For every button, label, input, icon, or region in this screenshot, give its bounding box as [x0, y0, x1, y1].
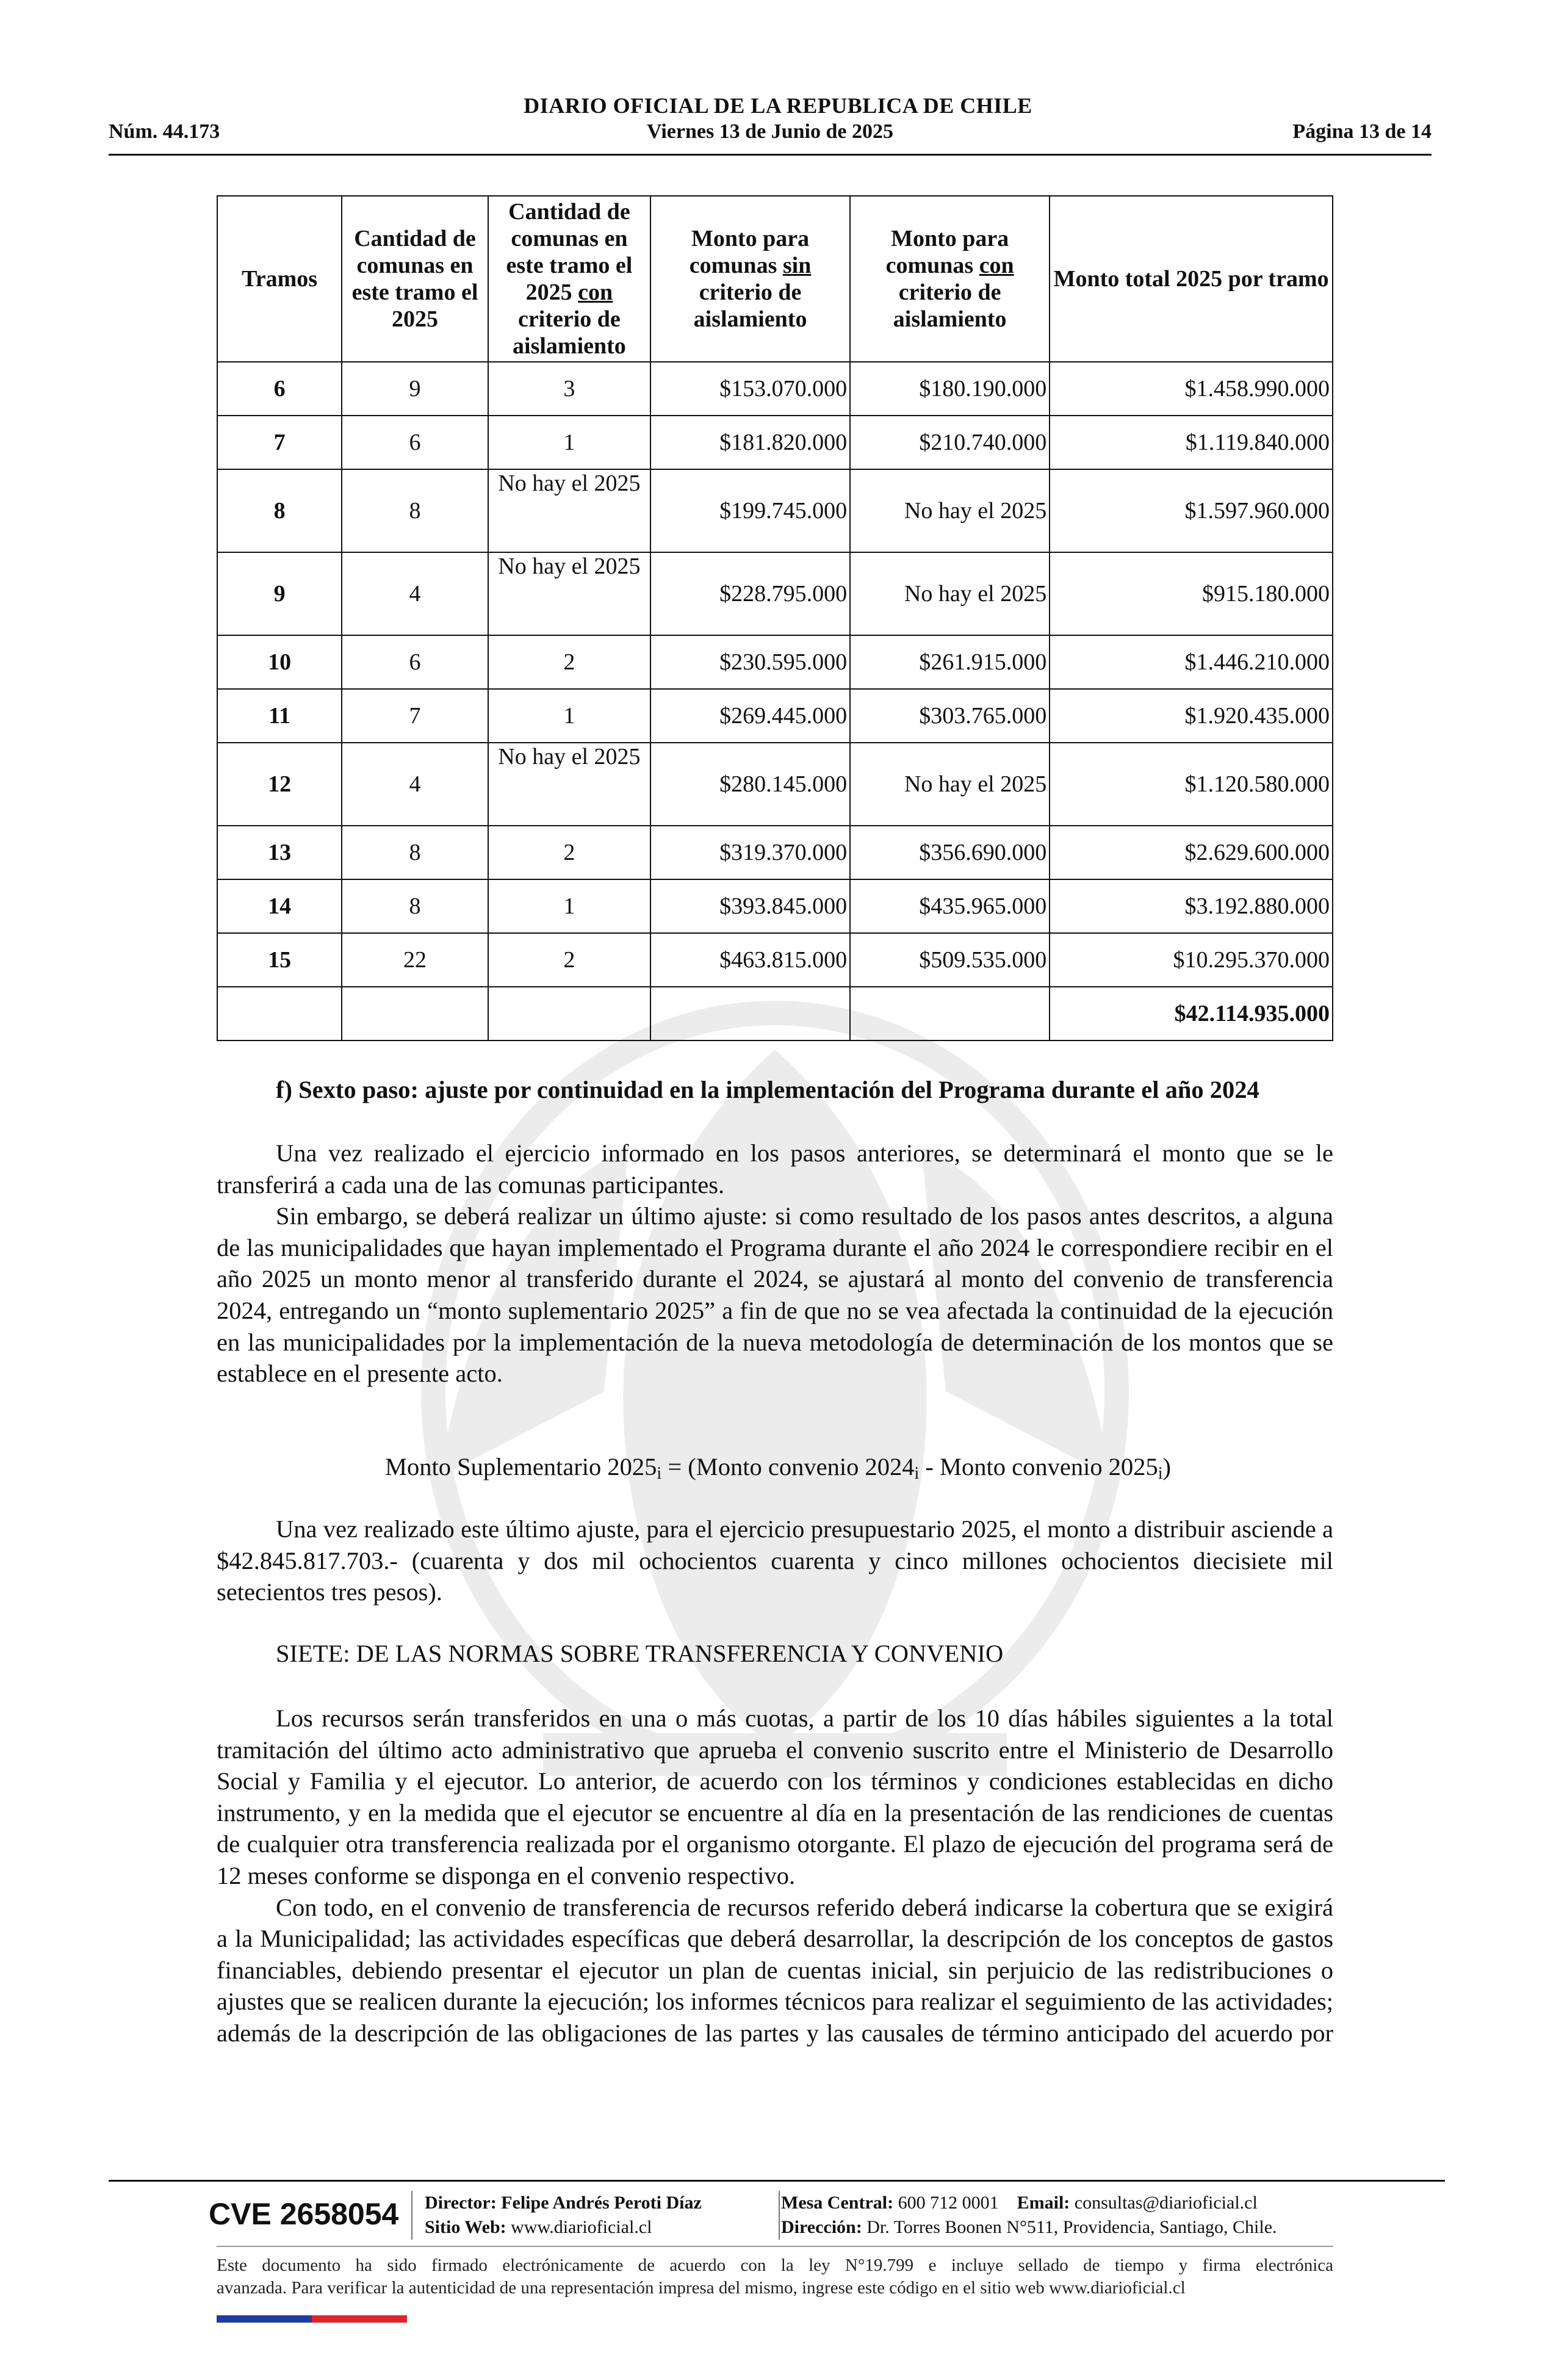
formula-subscript: i: [657, 1464, 662, 1483]
header-underlined-text: con: [578, 279, 613, 305]
formula-text: ): [1162, 1453, 1172, 1480]
section-siete-heading: SIETE: DE LAS NORMAS SOBRE TRANSFERENCIA Y CONVENIO: [276, 1640, 1004, 1667]
cell-cantidad: 8: [342, 826, 488, 879]
cell-cantidad: 22: [342, 933, 488, 987]
cell-monto-sin: $393.845.000: [650, 879, 850, 933]
header-underlined-text: sin: [782, 253, 812, 278]
cell-tramo: 9: [217, 552, 342, 635]
paragraph-block: [217, 1513, 1333, 1608]
formula-text: = (Monto convenio 2024: [661, 1453, 915, 1480]
header-text: criterio de aislamiento: [693, 279, 807, 332]
formula-text: Monto Suplementario 2025: [384, 1453, 657, 1480]
cell-monto-con: $303.765.000: [850, 689, 1050, 743]
cell-cantidad-con: 2: [488, 826, 650, 879]
table-row: [217, 743, 1333, 826]
header-row: [109, 120, 1432, 150]
formula-subscript: i: [1158, 1464, 1163, 1483]
paragraph: Una vez realizado el ejercicio informado en los pasos anteriores, se determinará el monto que se le transferirá a cada una de las comunas participantes.: [217, 1139, 1333, 1199]
paragraph: Sin embargo, se deberá realizar un último ajuste: si como resultado de los pasos antes descritos, a alguna de las municipalidades que hayan implementado el Programa durante el año 2024 le correspondiere recibir en el año 2025 un monto menor al transferido durante el 2024, se ajustará al monto del convenio de transferencia 2024, entregando un “monto suplementario 2025” a fin de que no se vea afectada la continuidad de la ejecución en las municipalidades por la implementación de la nueva metodología de determinación de los montos que se establece en el presente acto.: [217, 1202, 1333, 1388]
cell-monto-sin: $319.370.000: [650, 826, 850, 879]
cell-cantidad: 8: [342, 469, 488, 552]
mesa-label: Mesa Central:: [781, 2193, 894, 2213]
issue-date: Viernes 13 de Junio de 2025: [647, 120, 893, 143]
tramos-table: [217, 195, 1333, 1041]
cell-cantidad-con: No hay el 2025: [488, 743, 650, 826]
empty-cell: [850, 987, 1050, 1040]
cell-cantidad-con: 1: [488, 416, 650, 469]
header-underlined-text: con: [979, 253, 1014, 278]
cell-monto-sin: $269.445.000: [650, 689, 850, 743]
header-text: criterio de aislamiento: [513, 306, 626, 359]
cell-tramo: 13: [217, 826, 342, 879]
col-header-tramos: Tramos: [217, 196, 342, 362]
table-total-row: [217, 987, 1333, 1040]
cell-total: $1.119.840.000: [1050, 416, 1333, 469]
cell-monto-sin: $153.070.000: [650, 362, 850, 416]
cell-monto-sin: $463.815.000: [650, 933, 850, 987]
legal-line: avanzada. Para verificar la autenticidad de una representación impresa del mismo, ingrese este código en el sitio web www.diarioficial.cl: [217, 2278, 1186, 2298]
cell-total: $915.180.000: [1050, 552, 1333, 635]
cell-monto-con: $509.535.000: [850, 933, 1050, 987]
table-header-row: [217, 196, 1333, 362]
cell-tramo: 8: [217, 469, 342, 552]
paragraph: Los recursos serán transferidos en una o más cuotas, a partir de los 10 días hábiles siguientes a la total tramitación del último acto administrativo que aprueba el convenio suscrito entre el Ministerio de Desarrollo Social y Familia y el ejecutor. Lo anterior, de acuerdo con los términos y condiciones establecidas en dicho instrumento, y en la medida que el ejecutor se encuentre al día en la presentación de las rendiciones de cuentas de cualquier otra transferencia realizada por el organismo otorgante. El plazo de ejecución del programa será de 12 meses conforme se disponga en el convenio respectivo.: [217, 1704, 1333, 1889]
header-text: Cantidad de comunas en este tramo el 2025: [506, 199, 633, 305]
cell-cantidad-con: 1: [488, 879, 650, 933]
heading-text: f) Sexto paso: ajuste por continuidad en la implementación del Programa durante el año 2024: [276, 1076, 1259, 1103]
address-label: Dirección:: [781, 2217, 862, 2237]
cell-monto-sin: $228.795.000: [650, 552, 850, 635]
table-row: [217, 879, 1333, 933]
cell-total: $2.629.600.000: [1050, 826, 1333, 879]
cell-monto-con: $180.190.000: [850, 362, 1050, 416]
paragraph: Una vez realizado este último ajuste, para el ejercicio presupuestario 2025, el monto a distribuir asciende a $42.845.817.703.- (cuarenta y dos mil ochocientos cuarenta y cinco millones ochocientos diecisiete mil setecientos tres pesos).: [217, 1515, 1333, 1606]
flag-color-bar: [217, 2315, 407, 2323]
paragraph-block: [217, 1138, 1333, 1390]
legal-line: Este documento ha sido firmado electrónicamente de acuerdo con la ley N°19.799 e incluye sellado de tiempo y firma electrónica: [217, 2256, 1333, 2275]
formula-subscript: i: [914, 1464, 920, 1483]
col-header-monto-con: [850, 196, 1050, 362]
cell-monto-con: No hay el 2025: [850, 552, 1050, 635]
page-number: Página 13 de 14: [1292, 120, 1432, 143]
table-row: [217, 416, 1333, 469]
cell-total: $1.597.960.000: [1050, 469, 1333, 552]
cell-monto-sin: $280.145.000: [650, 743, 850, 826]
cell-total: $1.458.990.000: [1050, 362, 1333, 416]
grand-total: $42.114.935.000: [1050, 987, 1333, 1040]
website-link[interactable]: www.diarioficial.cl: [511, 2217, 652, 2237]
footer-director-block: [425, 2191, 702, 2240]
table-row: [217, 469, 1333, 552]
cell-cantidad: 4: [342, 743, 488, 826]
table-row: [217, 362, 1333, 416]
col-header-monto-sin: [650, 196, 850, 362]
cell-monto-con: No hay el 2025: [850, 743, 1050, 826]
table-row: [217, 635, 1333, 689]
paragraph-block: [217, 1703, 1333, 2049]
cell-total: $10.295.370.000: [1050, 933, 1333, 987]
cell-total: $1.920.435.000: [1050, 689, 1333, 743]
cell-total: $1.120.580.000: [1050, 743, 1333, 826]
footer-divider: [109, 2180, 1445, 2182]
cell-tramo: 6: [217, 362, 342, 416]
empty-cell: [342, 987, 488, 1040]
empty-cell: [488, 987, 650, 1040]
cell-monto-con: $261.915.000: [850, 635, 1050, 689]
cell-cantidad-con: 1: [488, 689, 650, 743]
empty-cell: [217, 987, 342, 1040]
cell-total: $1.446.210.000: [1050, 635, 1333, 689]
cell-monto-con: $356.690.000: [850, 826, 1050, 879]
cell-cantidad: 4: [342, 552, 488, 635]
mesa-phone: 600 712 0001: [898, 2193, 999, 2213]
contact-line: [781, 2191, 1277, 2215]
director-name: Felipe Andrés Peroti Díaz: [501, 2193, 702, 2213]
cell-cantidad-con: 3: [488, 362, 650, 416]
header-text: Monto para comunas: [689, 226, 810, 278]
section-f-heading: [217, 1074, 1333, 1106]
cell-monto-sin: $230.595.000: [650, 635, 850, 689]
header-text: Monto para comunas: [885, 226, 1009, 278]
cell-tramo: 14: [217, 879, 342, 933]
cell-total: $3.192.880.000: [1050, 879, 1333, 933]
cell-cantidad-con: 2: [488, 933, 650, 987]
cell-monto-sin: $181.820.000: [650, 416, 850, 469]
cell-cantidad: 7: [342, 689, 488, 743]
director-label: Director:: [425, 2193, 497, 2213]
footer-divider-thin: [217, 2246, 1333, 2247]
cell-tramo: 10: [217, 635, 342, 689]
table-row: [217, 552, 1333, 635]
cell-cantidad-con: No hay el 2025: [488, 552, 650, 635]
issue-number: Núm. 44.173: [109, 120, 220, 143]
cve-code: CVE 2658054: [209, 2191, 412, 2240]
table-row: [217, 689, 1333, 743]
cell-tramo: 11: [217, 689, 342, 743]
flag-red-segment: [312, 2315, 407, 2323]
formula: [0, 1452, 1556, 1484]
empty-cell: [650, 987, 850, 1040]
address-text: Dr. Torres Boonen N°511, Providencia, Santiago, Chile.: [866, 2217, 1277, 2237]
header-text: criterio de aislamiento: [893, 279, 1007, 332]
cell-monto-con: No hay el 2025: [850, 469, 1050, 552]
header-divider: [109, 154, 1432, 156]
newspaper-title: DIARIO OFICIAL DE LA REPUBLICA DE CHILE: [524, 93, 1032, 118]
table-row: [217, 933, 1333, 987]
col-header-cantidad-con: [488, 196, 650, 362]
email-link[interactable]: consultas@diarioficial.cl: [1074, 2193, 1258, 2213]
cell-tramo: 12: [217, 743, 342, 826]
col-header-cantidad: Cantidad de comunas en este tramo el 2025: [342, 196, 488, 362]
cell-tramo: 7: [217, 416, 342, 469]
cell-monto-con: $210.740.000: [850, 416, 1050, 469]
address-line: [781, 2215, 1277, 2240]
col-header-total: Monto total 2025 por tramo: [1050, 196, 1333, 362]
cell-cantidad: 6: [342, 416, 488, 469]
cell-cantidad-con: 2: [488, 635, 650, 689]
cell-tramo: 15: [217, 933, 342, 987]
paragraph: Con todo, en el convenio de transferencia de recursos referido deberá indicarse la cobertura que se exigirá a la Municipalidad; las actividades específicas que deberá desarrollar, la descripción de los conceptos de gastos financiables, debiendo presentar el ejecutor un plan de cuentas inicial, sin perjuicio de las redistribuciones o ajustes que se realicen durante la ejecución; los informes técnicos para realizar el seguimiento de las actividades; además de la descripción de las obligaciones de las partes y las causales de término anticipado del acuerdo por: [217, 1893, 1333, 2047]
website-label: Sitio Web:: [425, 2217, 506, 2237]
cell-cantidad-con: No hay el 2025: [488, 469, 650, 552]
table-row: [217, 826, 1333, 879]
cell-monto-con: $435.965.000: [850, 879, 1050, 933]
flag-blue-segment: [217, 2315, 312, 2323]
cell-monto-sin: $199.745.000: [650, 469, 850, 552]
cell-cantidad: 9: [342, 362, 488, 416]
email-label: Email:: [1017, 2193, 1070, 2213]
footer-legal-note: [217, 2254, 1333, 2299]
director-line: [425, 2191, 702, 2215]
formula-text: - Monto convenio 2025: [919, 1453, 1158, 1480]
website-line: [425, 2215, 702, 2240]
footer-contact-block: [779, 2191, 1277, 2240]
cell-cantidad: 6: [342, 635, 488, 689]
cell-cantidad: 8: [342, 879, 488, 933]
